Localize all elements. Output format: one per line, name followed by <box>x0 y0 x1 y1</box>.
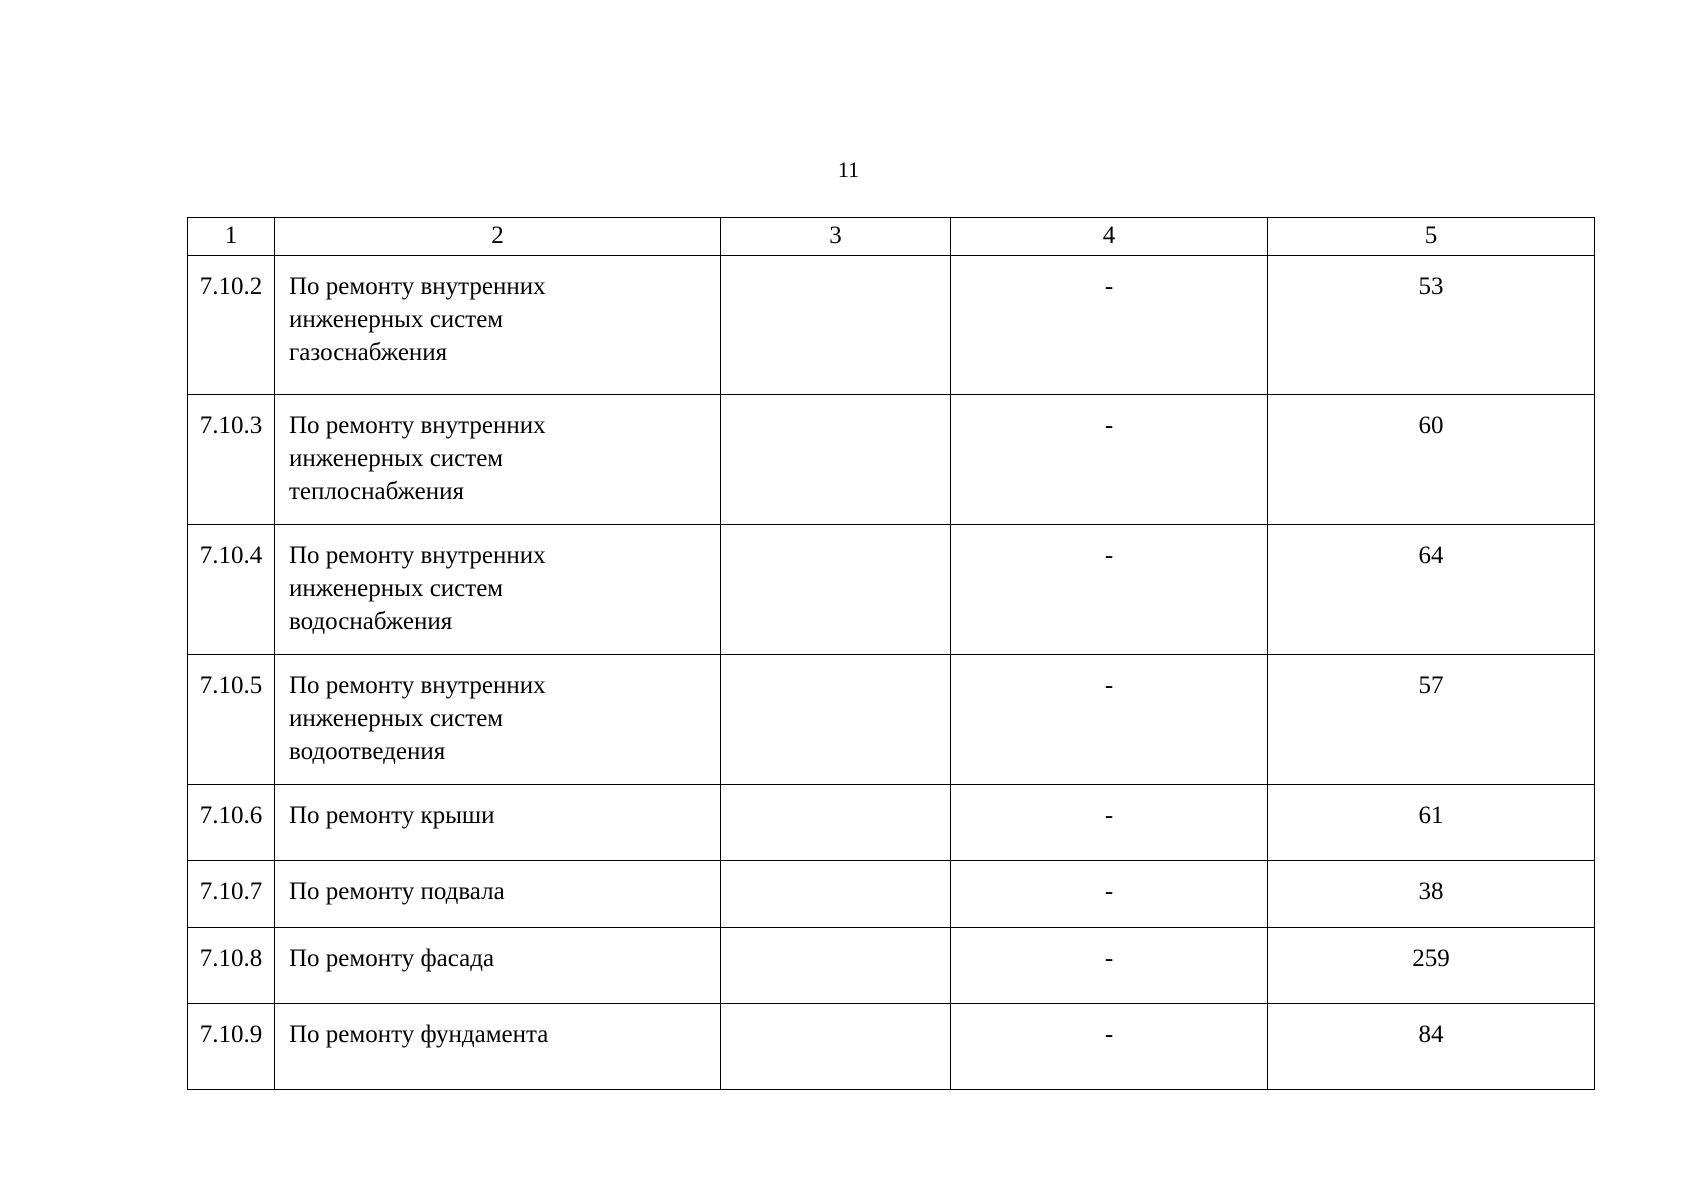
table-row <box>188 1004 1595 1090</box>
row-col3 <box>721 525 951 655</box>
table-row <box>188 861 1595 928</box>
row-number: 7.10.3 <box>188 395 275 525</box>
row-number: 7.10.5 <box>188 655 275 785</box>
row-description: По ремонту внутренних инженерных систем водоснабжения <box>275 525 721 655</box>
row-number: 7.10.6 <box>188 785 275 861</box>
row-col5: 61 <box>1268 785 1595 861</box>
row-description: По ремонту подвала <box>275 861 721 928</box>
row-col3 <box>721 256 951 395</box>
row-number: 7.10.4 <box>188 525 275 655</box>
row-description: По ремонту крыши <box>275 785 721 861</box>
header-cell-1: 1 <box>188 218 275 256</box>
row-col3 <box>721 655 951 785</box>
row-col4: - <box>951 256 1268 395</box>
row-col4: - <box>951 655 1268 785</box>
row-description: По ремонту фундамента <box>275 1004 721 1090</box>
row-col5: 38 <box>1268 861 1595 928</box>
row-col5: 57 <box>1268 655 1595 785</box>
row-col4: - <box>951 861 1268 928</box>
row-description: По ремонту внутренних инженерных систем теплоснабжения <box>275 395 721 525</box>
table-row <box>188 395 1595 525</box>
row-col4: - <box>951 1004 1268 1090</box>
header-cell-3: 3 <box>721 218 951 256</box>
row-col4: - <box>951 928 1268 1004</box>
row-col5: 84 <box>1268 1004 1595 1090</box>
row-col5: 259 <box>1268 928 1595 1004</box>
page-number <box>0 157 1697 183</box>
table-row <box>188 525 1595 655</box>
header-cell-2: 2 <box>275 218 721 256</box>
row-col3 <box>721 785 951 861</box>
row-col4: - <box>951 525 1268 655</box>
row-col4: - <box>951 785 1268 861</box>
table-row <box>188 655 1595 785</box>
table-row <box>188 256 1595 395</box>
row-number: 7.10.2 <box>188 256 275 395</box>
row-col3 <box>721 1004 951 1090</box>
row-col5: 53 <box>1268 256 1595 395</box>
row-col3 <box>721 395 951 525</box>
data-table <box>187 217 1595 1090</box>
header-cell-5: 5 <box>1268 218 1595 256</box>
row-col3 <box>721 861 951 928</box>
header-cell-4: 4 <box>951 218 1268 256</box>
row-col5: 64 <box>1268 525 1595 655</box>
row-col4: - <box>951 395 1268 525</box>
table-row <box>188 928 1595 1004</box>
row-number: 7.10.7 <box>188 861 275 928</box>
row-description: По ремонту внутренних инженерных систем водоотведения <box>275 655 721 785</box>
row-number: 7.10.9 <box>188 1004 275 1090</box>
row-description: По ремонту внутренних инженерных систем газоснабжения <box>275 256 721 395</box>
row-col3 <box>721 928 951 1004</box>
row-description: По ремонту фасада <box>275 928 721 1004</box>
table-row <box>188 785 1595 861</box>
row-col5: 60 <box>1268 395 1595 525</box>
page-number-text: 11 <box>837 157 860 182</box>
table-header-row <box>188 218 1595 256</box>
row-number: 7.10.8 <box>188 928 275 1004</box>
